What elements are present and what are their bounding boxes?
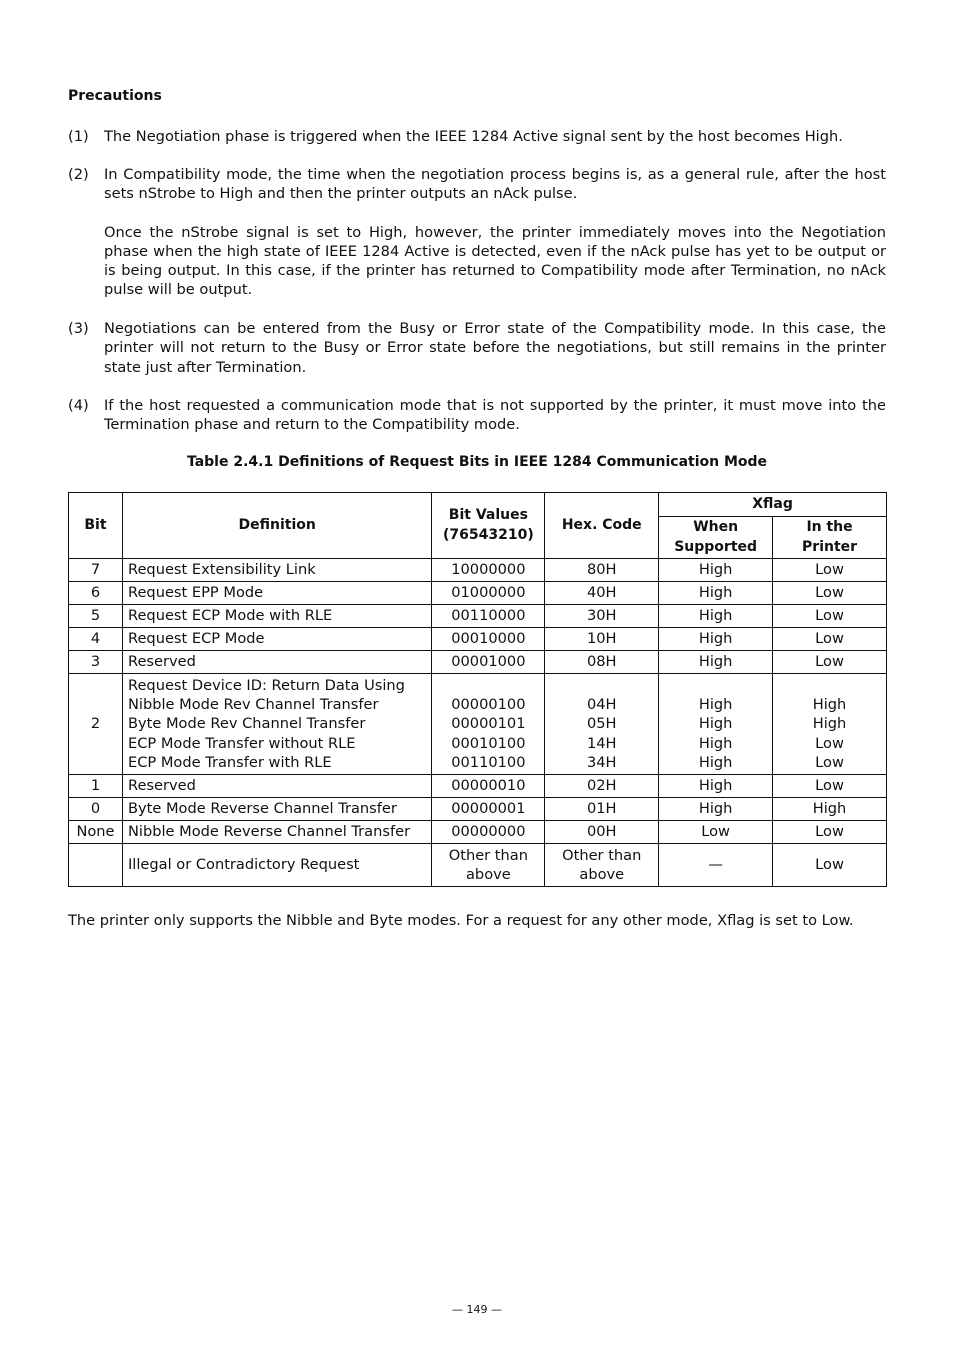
printer-line: Low xyxy=(815,734,844,752)
cell-bit-values: 00000001 xyxy=(432,798,545,821)
cell-definition: Illegal or Contradictory Request xyxy=(122,844,431,887)
cell-bit-values xyxy=(432,674,545,775)
cell-hex: 01H xyxy=(545,798,659,821)
cell-bit xyxy=(69,844,123,887)
request-bits-table xyxy=(68,492,887,887)
cell-bit: 0 xyxy=(69,798,123,821)
cell-hex: 80H xyxy=(545,559,659,582)
cell-in-printer xyxy=(773,674,887,775)
cell-definition: Nibble Mode Reverse Channel Transfer xyxy=(122,821,431,844)
header-printer-line1: In the xyxy=(806,519,853,536)
table-row xyxy=(69,559,887,582)
header-hex-code: Hex. Code xyxy=(545,493,659,559)
header-when-supported xyxy=(659,517,773,559)
cell-bit-values: 00000000 xyxy=(432,821,545,844)
value-line: 00110100 xyxy=(451,753,526,771)
cell-when-supported: High xyxy=(659,628,773,651)
when-line: High xyxy=(698,753,733,771)
cell-hex: 02H xyxy=(545,775,659,798)
precaution-item-1 xyxy=(68,127,886,146)
cell-hex: 00H xyxy=(545,821,659,844)
cell-bit-values: 00001000 xyxy=(432,651,545,674)
header-bit-values xyxy=(432,493,545,559)
table-row xyxy=(69,628,887,651)
header-definition: Definition xyxy=(122,493,431,559)
cell-in-printer: Low xyxy=(773,559,887,582)
cell-in-printer: Low xyxy=(773,651,887,674)
header-bit: Bit xyxy=(69,493,123,559)
cell-definition: Reserved xyxy=(122,775,431,798)
cell-in-printer: Low xyxy=(773,628,887,651)
cell-bit: 2 xyxy=(69,674,123,775)
cell-bit: 6 xyxy=(69,582,123,605)
definition-line: Byte Mode Rev Channel Transfer xyxy=(127,715,366,733)
header-in-printer xyxy=(773,517,887,559)
cell-definition: Request ECP Mode with RLE xyxy=(122,605,431,628)
precaution-item-4 xyxy=(68,396,886,435)
hex-line: Other than xyxy=(562,846,642,864)
section-heading: Precautions xyxy=(68,88,162,104)
cell-hex: 40H xyxy=(545,582,659,605)
cell-bit-values: 01000000 xyxy=(432,582,545,605)
cell-hex xyxy=(545,844,659,887)
table-row xyxy=(69,605,887,628)
hex-line: 04H xyxy=(586,696,617,714)
cell-when-supported: High xyxy=(659,775,773,798)
cell-when-supported: High xyxy=(659,582,773,605)
table-row xyxy=(69,775,887,798)
cell-in-printer: High xyxy=(773,798,887,821)
cell-bit: 7 xyxy=(69,559,123,582)
cell-in-printer: Low xyxy=(773,605,887,628)
precaution-item-3 xyxy=(68,319,886,377)
header-when-line1: When xyxy=(693,519,739,536)
header-xflag: Xflag xyxy=(659,493,887,517)
value-line: Other than xyxy=(448,846,528,864)
cell-in-printer: Low xyxy=(773,821,887,844)
table-title: Table 2.4.1 Definitions of Request Bits in IEEE 1284 Communication Mode xyxy=(186,454,768,470)
cell-in-printer: Low xyxy=(773,775,887,798)
cell-definition: Request EPP Mode xyxy=(122,582,431,605)
value-line: above xyxy=(465,866,511,883)
cell-in-printer: Low xyxy=(773,582,887,605)
cell-definition: Reserved xyxy=(122,651,431,674)
header-bit-values-line1: Bit Values xyxy=(448,507,528,524)
hex-line: 05H xyxy=(586,715,617,733)
cell-hex: 10H xyxy=(545,628,659,651)
cell-hex: 08H xyxy=(545,651,659,674)
table-row xyxy=(69,844,887,887)
when-line: High xyxy=(698,734,733,752)
cell-bit-values: 00010000 xyxy=(432,628,545,651)
table-row xyxy=(69,582,887,605)
definition-line: ECP Mode Transfer without RLE xyxy=(127,734,356,752)
header-bit-values-line2: (76543210) xyxy=(443,526,534,543)
cell-when-supported: High xyxy=(659,651,773,674)
item-number: (1) xyxy=(68,128,89,145)
printer-line: Low xyxy=(815,753,844,771)
cell-bit: None xyxy=(69,821,123,844)
printer-line: High xyxy=(812,715,847,733)
cell-when-supported: High xyxy=(659,605,773,628)
printer-line: High xyxy=(812,696,847,714)
item-number: (3) xyxy=(68,320,89,337)
when-line: High xyxy=(698,696,733,714)
cell-bit: 1 xyxy=(69,775,123,798)
definition-line: ECP Mode Transfer with RLE xyxy=(127,753,332,771)
header-when-line2: Supported xyxy=(674,538,758,555)
cell-bit: 5 xyxy=(69,605,123,628)
hex-line: 14H xyxy=(586,734,617,752)
cell-definition: Request ECP Mode xyxy=(122,628,431,651)
value-line: 00000100 xyxy=(451,696,526,714)
value-line: 00010100 xyxy=(451,734,526,752)
cell-when-supported xyxy=(659,674,773,775)
precaution-item-2 xyxy=(68,165,886,300)
item-text: Negotiations can be entered from the Busy or Error state of the Compatibility mode. In this case, the printer will not return to the Busy or Error state before the negotiations, but still remains in the printer state just after Termination. xyxy=(104,320,886,376)
table-row xyxy=(69,821,887,844)
definition-line: Nibble Mode Rev Channel Transfer xyxy=(127,696,379,714)
cell-in-printer: Low xyxy=(773,844,887,887)
hex-line: above xyxy=(579,866,625,883)
item-number: (2) xyxy=(68,166,89,183)
cell-bit: 3 xyxy=(69,651,123,674)
when-line: High xyxy=(698,715,733,733)
cell-definition: Byte Mode Reverse Channel Transfer xyxy=(122,798,431,821)
cell-hex: 30H xyxy=(545,605,659,628)
item-text: If the host requested a communication mode that is not supported by the printer, it must move into the Termination phase and return to the Compatibility mode. xyxy=(104,397,886,434)
item-text: In Compatibility mode, the time when the negotiation process begins is, as a general rule, after the host sets nStrobe to High and then the printer outputs an nAck pulse. xyxy=(104,166,886,203)
cell-when-supported: — xyxy=(659,844,773,887)
item-text: Once the nStrobe signal is set to High, however, the printer immediately moves into the Negotiation phase when the high state of IEEE 1284 Active is detected, even if the nAck pulse has yet to be output or is being output. In this case, if the printer has returned to Compatibility mode after Termination, no nAck pulse will be output. xyxy=(104,223,886,299)
cell-when-supported: High xyxy=(659,559,773,582)
definition-line: Request Device ID: Return Data Using xyxy=(127,676,405,694)
cell-bit-values: 00000010 xyxy=(432,775,545,798)
cell-hex xyxy=(545,674,659,775)
item-number: (4) xyxy=(68,397,89,414)
cell-definition: Request Extensibility Link xyxy=(122,559,431,582)
table-row xyxy=(69,651,887,674)
value-line: 00000101 xyxy=(451,715,526,733)
table-row xyxy=(69,798,887,821)
cell-definition xyxy=(122,674,431,775)
cell-bit-values: 00110000 xyxy=(432,605,545,628)
footer-note: The printer only supports the Nibble and Byte modes. For a request for any other mode, Xflag is set to Low. xyxy=(68,912,854,929)
table-row-multiline xyxy=(69,674,887,775)
cell-bit-values: 10000000 xyxy=(432,559,545,582)
cell-bit-values xyxy=(432,844,545,887)
page-number: — 149 — xyxy=(452,1303,502,1316)
header-printer-line2: Printer xyxy=(802,538,858,555)
item-text: The Negotiation phase is triggered when the IEEE 1284 Active signal sent by the host becomes High. xyxy=(104,128,843,145)
cell-when-supported: High xyxy=(659,798,773,821)
hex-line: 34H xyxy=(586,753,617,771)
cell-when-supported: Low xyxy=(659,821,773,844)
cell-bit: 4 xyxy=(69,628,123,651)
